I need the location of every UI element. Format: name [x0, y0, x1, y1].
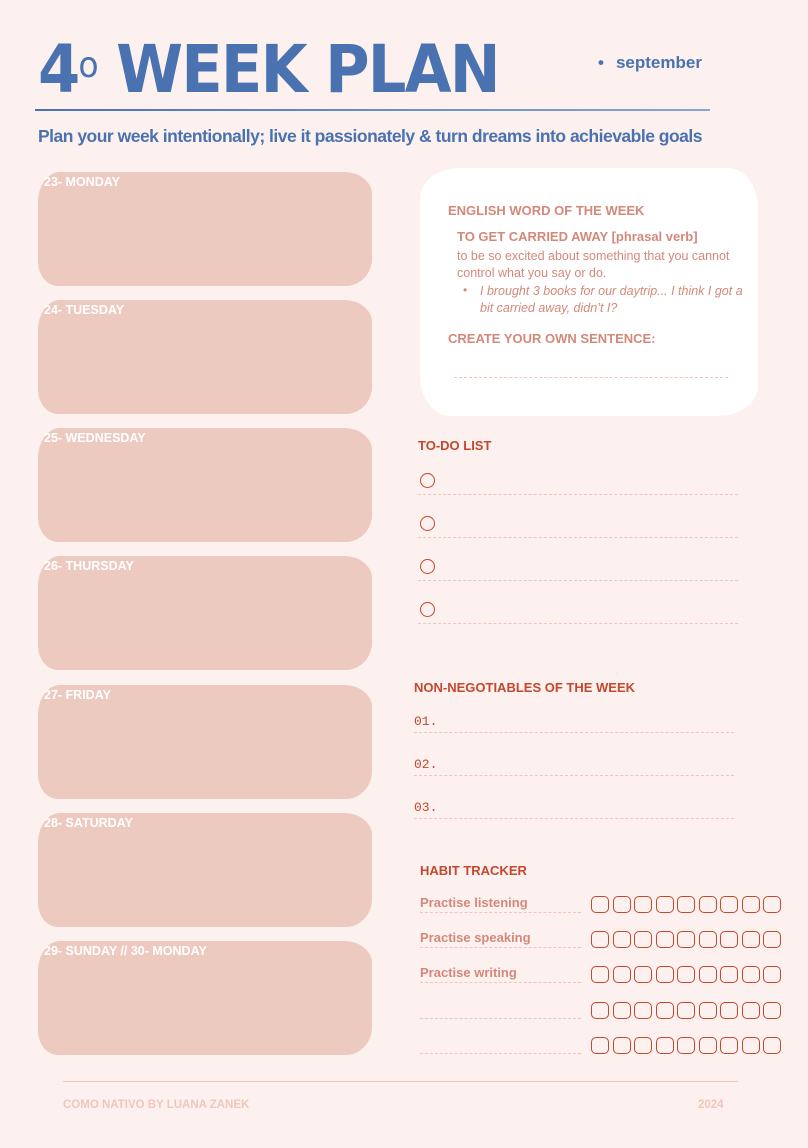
word-term: TO GET CARRIED AWAY [phrasal verb]	[457, 229, 698, 244]
habit-name: Practise listening	[420, 895, 528, 910]
todo-checkbox[interactable]	[420, 473, 435, 488]
habit-day-checkbox[interactable]	[591, 1037, 609, 1054]
day-label: 29- SUNDAY // 30- MONDAY	[44, 944, 207, 958]
habit-checkboxes	[591, 1002, 781, 1019]
nonneg-line[interactable]	[414, 775, 734, 776]
habit-line[interactable]	[420, 1018, 581, 1019]
habit-day-checkbox[interactable]	[591, 931, 609, 948]
habit-day-checkbox[interactable]	[656, 1037, 674, 1054]
habit-day-checkbox[interactable]	[613, 896, 631, 913]
habit-day-checkbox[interactable]	[763, 1037, 781, 1054]
habit-day-checkbox[interactable]	[763, 931, 781, 948]
footer-divider	[63, 1081, 738, 1082]
habit-day-checkbox[interactable]	[742, 1037, 760, 1054]
habit-day-checkbox[interactable]	[613, 1002, 631, 1019]
todo-line[interactable]	[418, 494, 738, 495]
habit-day-checkbox[interactable]	[613, 966, 631, 983]
habit-name: Practise writing	[420, 965, 517, 980]
habit-day-checkbox[interactable]	[634, 931, 652, 948]
day-label: 28- SATURDAY	[44, 816, 133, 830]
habit-day-checkbox[interactable]	[699, 1037, 717, 1054]
habit-day-checkbox[interactable]	[591, 1002, 609, 1019]
habit-day-checkbox[interactable]	[656, 1002, 674, 1019]
day-notes-area[interactable]	[38, 685, 372, 799]
word-example: I brought 3 books for our daytrip... I think I got a bit carried away, didn’t I?	[480, 284, 743, 315]
habit-day-checkbox[interactable]	[634, 966, 652, 983]
habit-line[interactable]	[420, 912, 581, 913]
habit-day-checkbox[interactable]	[742, 896, 760, 913]
habit-day-checkbox[interactable]	[720, 896, 738, 913]
habit-day-checkbox[interactable]	[720, 966, 738, 983]
day-notes-area[interactable]	[38, 300, 372, 414]
nonneg-heading: NON-NEGOTIABLES OF THE WEEK	[414, 680, 635, 695]
habit-day-checkbox[interactable]	[699, 966, 717, 983]
nonneg-number: 01.	[414, 714, 438, 729]
habit-day-checkbox[interactable]	[591, 966, 609, 983]
habit-day-checkbox[interactable]	[634, 896, 652, 913]
habit-day-checkbox[interactable]	[720, 1037, 738, 1054]
day-notes-area[interactable]	[38, 172, 372, 286]
habit-name: Practise speaking	[420, 930, 531, 945]
habit-line[interactable]	[420, 1053, 581, 1054]
habit-day-checkbox[interactable]	[677, 1037, 695, 1054]
day-label: 24- TUESDAY	[44, 303, 125, 317]
tagline: Plan your week intentionally; live it passionately & turn dreams into achievable goals	[38, 126, 703, 146]
habit-day-checkbox[interactable]	[656, 896, 674, 913]
habit-day-checkbox[interactable]	[763, 1002, 781, 1019]
day-notes-area[interactable]	[38, 813, 372, 927]
habit-day-checkbox[interactable]	[656, 966, 674, 983]
todo-line[interactable]	[418, 537, 738, 538]
habit-day-checkbox[interactable]	[699, 896, 717, 913]
habit-day-checkbox[interactable]	[613, 1037, 631, 1054]
habit-checkboxes	[591, 1037, 781, 1054]
sentence-input-line[interactable]	[454, 377, 728, 378]
todo-heading: TO-DO LIST	[418, 438, 492, 453]
day-label: 26- THURSDAY	[44, 559, 134, 573]
nonneg-number: 02.	[414, 757, 438, 772]
habit-day-checkbox[interactable]	[699, 1002, 717, 1019]
create-sentence-label: CREATE YOUR OWN SENTENCE:	[448, 331, 656, 346]
habit-day-checkbox[interactable]	[634, 1037, 652, 1054]
habit-day-checkbox[interactable]	[763, 966, 781, 983]
day-label: 23- MONDAY	[44, 175, 120, 189]
habit-day-checkbox[interactable]	[720, 931, 738, 948]
todo-line[interactable]	[418, 623, 738, 624]
habit-day-checkbox[interactable]	[720, 1002, 738, 1019]
habit-day-checkbox[interactable]	[613, 931, 631, 948]
day-notes-area[interactable]	[38, 941, 372, 1055]
habit-checkboxes	[591, 931, 781, 948]
nonneg-line[interactable]	[414, 732, 734, 733]
habit-checkboxes	[591, 966, 781, 983]
todo-checkbox[interactable]	[420, 516, 435, 531]
day-notes-area[interactable]	[38, 428, 372, 542]
todo-line[interactable]	[418, 580, 738, 581]
habit-day-checkbox[interactable]	[742, 931, 760, 948]
habit-day-checkbox[interactable]	[742, 1002, 760, 1019]
habit-day-checkbox[interactable]	[634, 1002, 652, 1019]
habit-day-checkbox[interactable]	[677, 896, 695, 913]
habit-day-checkbox[interactable]	[677, 931, 695, 948]
habit-day-checkbox[interactable]	[656, 931, 674, 948]
todo-checkbox[interactable]	[420, 602, 435, 617]
habit-line[interactable]	[420, 947, 581, 948]
habit-day-checkbox[interactable]	[677, 966, 695, 983]
habit-day-checkbox[interactable]	[677, 1002, 695, 1019]
habit-day-checkbox[interactable]	[591, 896, 609, 913]
header-divider	[35, 109, 710, 111]
nonneg-number: 03.	[414, 800, 438, 815]
footer-year: 2024	[698, 1099, 724, 1111]
month-label: • september	[598, 53, 702, 72]
nonneg-line[interactable]	[414, 818, 734, 819]
habit-day-checkbox[interactable]	[742, 966, 760, 983]
day-label: 25- WEDNESDAY	[44, 431, 146, 445]
todo-checkbox[interactable]	[420, 559, 435, 574]
habit-day-checkbox[interactable]	[699, 931, 717, 948]
habit-heading: HABIT TRACKER	[420, 863, 527, 878]
day-notes-area[interactable]	[38, 556, 372, 670]
habit-line[interactable]	[420, 982, 581, 983]
habit-day-checkbox[interactable]	[763, 896, 781, 913]
habit-checkboxes	[591, 896, 781, 913]
page-title: 4$^o$ WEEK PLAN	[38, 31, 499, 108]
word-heading: ENGLISH WORD OF THE WEEK	[448, 203, 645, 218]
footer-brand: COMO NATIVO BY LUANA ZANEK	[63, 1099, 250, 1111]
day-label: 27- FRIDAY	[44, 688, 111, 702]
word-definition: to be so excited about something that you cannot control what you say or do.	[457, 249, 730, 280]
